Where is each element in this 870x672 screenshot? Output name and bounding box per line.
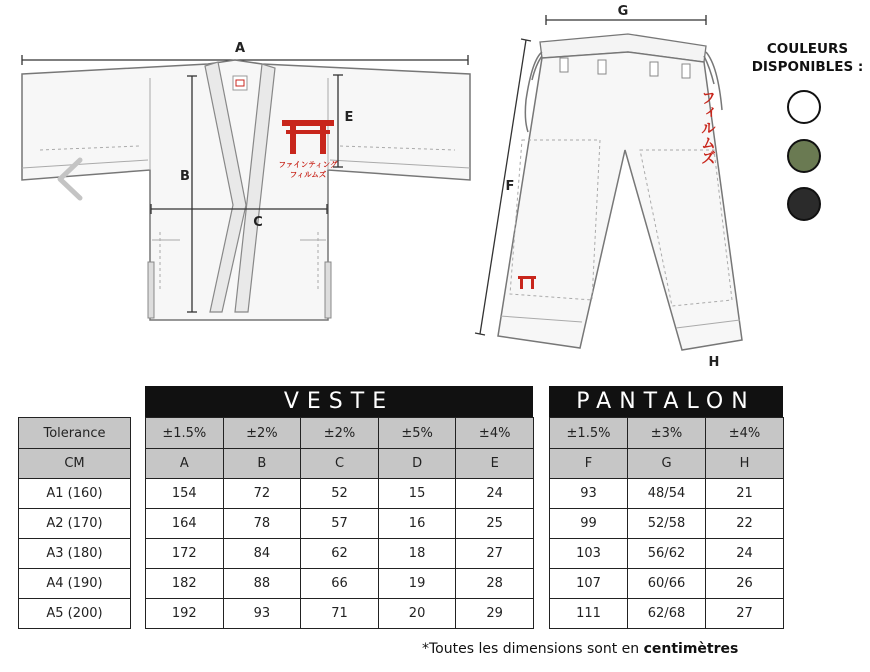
- pantalon-cell: 107: [550, 569, 628, 599]
- veste-cell: 15: [378, 479, 456, 509]
- pantalon-cell: 26: [706, 569, 784, 599]
- veste-cell: 28: [456, 569, 534, 599]
- pantalon-table: [549, 417, 784, 629]
- pantalon-cell: 62/68: [628, 599, 706, 629]
- label-C: C: [253, 215, 263, 230]
- pantalon-row: [550, 599, 784, 629]
- veste-column-header: A: [146, 449, 224, 479]
- veste-cell: 172: [146, 539, 224, 569]
- veste-tolerance: ±2%: [301, 418, 379, 449]
- veste-cell: 78: [223, 509, 301, 539]
- veste-row: [146, 479, 534, 509]
- pantalon-column-header: G: [628, 449, 706, 479]
- pantalon-row: [550, 569, 784, 599]
- pantalon-cell: 56/62: [628, 539, 706, 569]
- veste-cell: 18: [378, 539, 456, 569]
- veste-cell: 84: [223, 539, 301, 569]
- logo-text-2: フィルムズ: [289, 170, 327, 179]
- pantalon-tolerance: ±1.5%: [550, 418, 628, 449]
- label-H: H: [708, 355, 720, 370]
- veste-column-header: C: [301, 449, 379, 479]
- veste-cell: 192: [146, 599, 224, 629]
- pantalon-cell: 27: [706, 599, 784, 629]
- veste-cell: 19: [378, 569, 456, 599]
- label-E: E: [344, 110, 354, 125]
- pantalon-column-header: H: [706, 449, 784, 479]
- label-B: B: [180, 169, 190, 184]
- size-cell: A3 (180): [19, 539, 131, 569]
- pantalon-cell: 60/66: [628, 569, 706, 599]
- color-swatch-white[interactable]: [787, 90, 821, 124]
- color-swatch-olive[interactable]: [787, 139, 821, 173]
- pantalon-cell: 24: [706, 539, 784, 569]
- veste-table: [145, 417, 534, 629]
- veste-tolerance: ±5%: [378, 418, 456, 449]
- pantalon-row: [550, 509, 784, 539]
- previous-arrow-icon[interactable]: [52, 156, 88, 202]
- veste-tolerance: ±1.5%: [146, 418, 224, 449]
- veste-cell: 52: [301, 479, 379, 509]
- footnote-text: *Toutes les dimensions sont en: [422, 641, 644, 657]
- pantalon-cell: 93: [550, 479, 628, 509]
- pantalon-column-header: F: [550, 449, 628, 479]
- pantalon-cell: 103: [550, 539, 628, 569]
- footnote: [422, 641, 738, 657]
- size-cell: A5 (200): [19, 599, 131, 629]
- veste-cell: 93: [223, 599, 301, 629]
- veste-cell: 25: [456, 509, 534, 539]
- pantalon-cell: 21: [706, 479, 784, 509]
- veste-row: [146, 539, 534, 569]
- veste-cell: 66: [301, 569, 379, 599]
- footnote-unit: centimètres: [643, 641, 739, 657]
- veste-cell: 27: [456, 539, 534, 569]
- pants-diagram: [470, 0, 760, 372]
- veste-tolerance: ±4%: [456, 418, 534, 449]
- veste-title: VESTE: [145, 386, 533, 418]
- unit-header: CM: [19, 449, 131, 479]
- pantalon-cell: 52/58: [628, 509, 706, 539]
- veste-cell: 20: [378, 599, 456, 629]
- veste-cell: 57: [301, 509, 379, 539]
- veste-row: [146, 569, 534, 599]
- veste-row: [146, 599, 534, 629]
- veste-tolerance: ±2%: [223, 418, 301, 449]
- veste-cell: 182: [146, 569, 224, 599]
- veste-cell: 164: [146, 509, 224, 539]
- pantalon-tolerance: ±3%: [628, 418, 706, 449]
- veste-column-header: D: [378, 449, 456, 479]
- logo-text-1: ファインティング: [278, 160, 338, 169]
- size-cell: A4 (190): [19, 569, 131, 599]
- pantalon-cell: 22: [706, 509, 784, 539]
- pants-vertical-text: フィルムズ: [699, 90, 717, 165]
- pantalon-cell: 99: [550, 509, 628, 539]
- veste-cell: 72: [223, 479, 301, 509]
- veste-cell: 24: [456, 479, 534, 509]
- veste-cell: 88: [223, 569, 301, 599]
- veste-cell: 62: [301, 539, 379, 569]
- veste-column-header: E: [456, 449, 534, 479]
- pantalon-title: PANTALON: [549, 386, 783, 418]
- label-F: F: [505, 179, 515, 194]
- colors-title-line1: COULEURS: [766, 41, 849, 57]
- size-cell: A1 (160): [19, 479, 131, 509]
- veste-cell: 29: [456, 599, 534, 629]
- colors-title-line2: DISPONIBLES :: [751, 59, 864, 75]
- color-swatch-black[interactable]: [787, 187, 821, 221]
- veste-column-header: B: [223, 449, 301, 479]
- tolerance-header: Tolerance: [19, 418, 131, 449]
- label-G: G: [617, 4, 629, 19]
- pantalon-row: [550, 539, 784, 569]
- label-A: A: [234, 41, 246, 56]
- veste-cell: 71: [301, 599, 379, 629]
- pantalon-cell: 48/54: [628, 479, 706, 509]
- size-cell: A2 (170): [19, 509, 131, 539]
- veste-cell: 154: [146, 479, 224, 509]
- pantalon-row: [550, 479, 784, 509]
- pantalon-cell: 111: [550, 599, 628, 629]
- size-table: [18, 417, 131, 629]
- pantalon-tolerance: ±4%: [706, 418, 784, 449]
- veste-row: [146, 509, 534, 539]
- veste-cell: 16: [378, 509, 456, 539]
- colors-title: [745, 40, 870, 76]
